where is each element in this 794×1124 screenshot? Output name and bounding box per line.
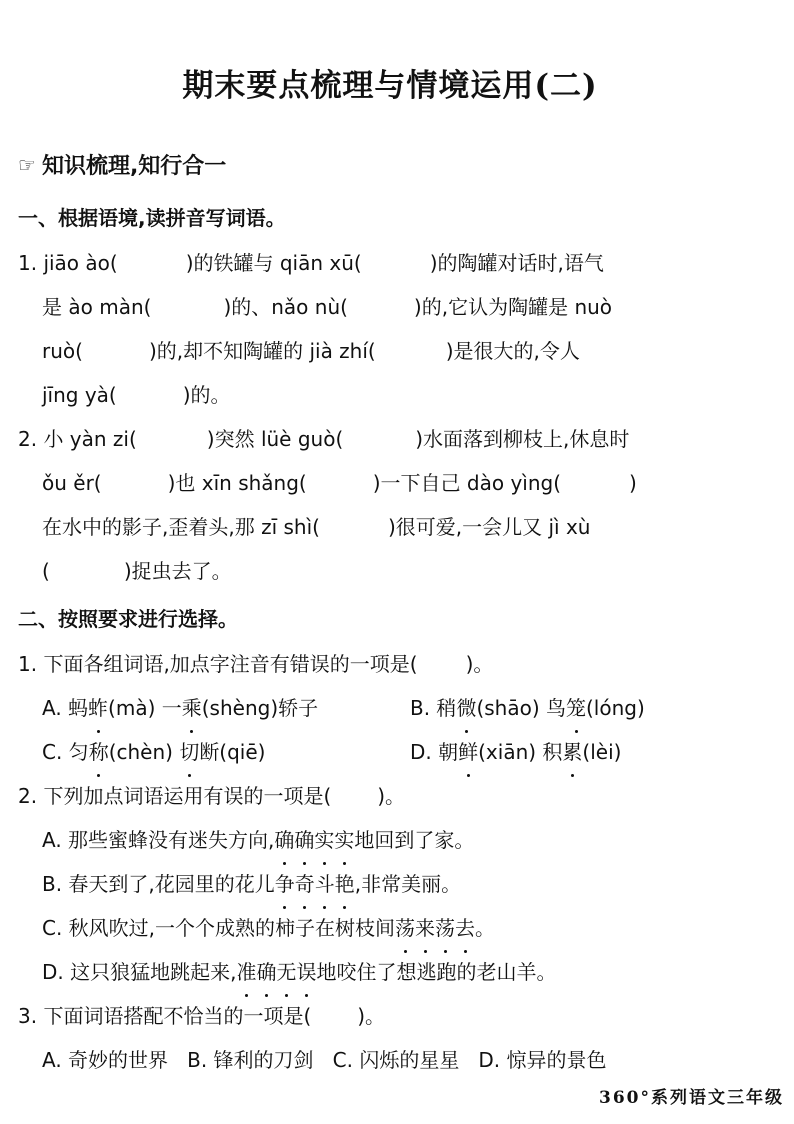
q1-line4: jīng yà( )的。 — [42, 383, 231, 407]
option-b[interactable]: B. 春天到了,花园里的花儿争奇斗艳,非常美丽。 — [18, 862, 732, 906]
option-a[interactable]: A. 那些蜜蜂没有迷失方向,确确实实地回到了家。 — [18, 818, 732, 862]
option-b[interactable]: B. 锋利的刀剑 — [187, 1048, 314, 1072]
option-c[interactable]: C. 秋风吹过,一个个成熟的柿子在树枝间荡来荡去。 — [18, 906, 732, 950]
choice-q1-options-row1 — [18, 686, 732, 730]
option-d[interactable]: D. 朝鲜(xiān) 积累(lèi) — [410, 730, 621, 774]
q2-line3: 在水中的影子,歪着头,那 zī shì( )很可爱,一会儿又 jì xù — [42, 515, 591, 539]
q1-line1: 1. jiāo ào( )的铁罐与 qiān xū( )的陶罐对话时,语气 — [18, 251, 604, 275]
choice-q2-stem: 2. 下列加点词语运用有误的一项是( )。 — [18, 784, 406, 808]
q1-line3: ruò( )的,却不知陶罐的 jià zhí( )是很大的,令人 — [42, 339, 580, 363]
q1-line2: 是 ào màn( )的、nǎo nù( )的,它认为陶罐是 nuò — [42, 295, 613, 319]
option-c[interactable]: C. 闪烁的星星 — [332, 1048, 460, 1072]
option-a[interactable]: A. 奇妙的世界 — [42, 1048, 169, 1072]
option-d[interactable]: D. 这只狼猛地跳起来,准确无误地咬住了想逃跑的老山羊。 — [18, 950, 732, 994]
series-footer: 360°系列语文三年级 — [599, 1088, 784, 1108]
section-subtitle — [18, 149, 732, 180]
q2-line2: ǒu ěr( )也 xīn shǎng( )一下自己 dào yìng( ) — [42, 471, 637, 495]
section1-heading: 一、根据语境,读拼音写词语。 — [18, 206, 286, 230]
option-b[interactable]: B. 稍微(shāo) 鸟笼(lóng) — [410, 686, 645, 730]
option-d[interactable]: D. 惊异的景色 — [478, 1048, 607, 1072]
option-c[interactable]: C. 匀称(chèn) 切断(qiē) — [42, 730, 410, 774]
option-a[interactable]: A. 蚂蚱(mà) 一乘(shèng)轿子 — [42, 686, 410, 730]
page-title: 期末要点梳理与情境运用(二) — [182, 68, 598, 104]
choice-q3-stem: 3. 下面词语搭配不恰当的一项是( )。 — [18, 1004, 386, 1028]
choice-q3-options — [18, 1038, 732, 1082]
subtitle-text: 知识梳理,知行合一 — [41, 154, 227, 179]
pointing-hand-icon: ☞ — [18, 152, 36, 177]
q2-line1: 2. 小 yàn zi( )突然 lüè guò( )水面落到柳枝上,休息时 — [18, 427, 630, 451]
choice-q1-stem: 1. 下面各组词语,加点字注音有错误的一项是( )。 — [18, 652, 494, 676]
choice-q1-options-row2 — [18, 730, 732, 774]
q2-line4: ( )捉虫去了。 — [42, 559, 232, 583]
section2-heading: 二、按照要求进行选择。 — [18, 607, 238, 631]
